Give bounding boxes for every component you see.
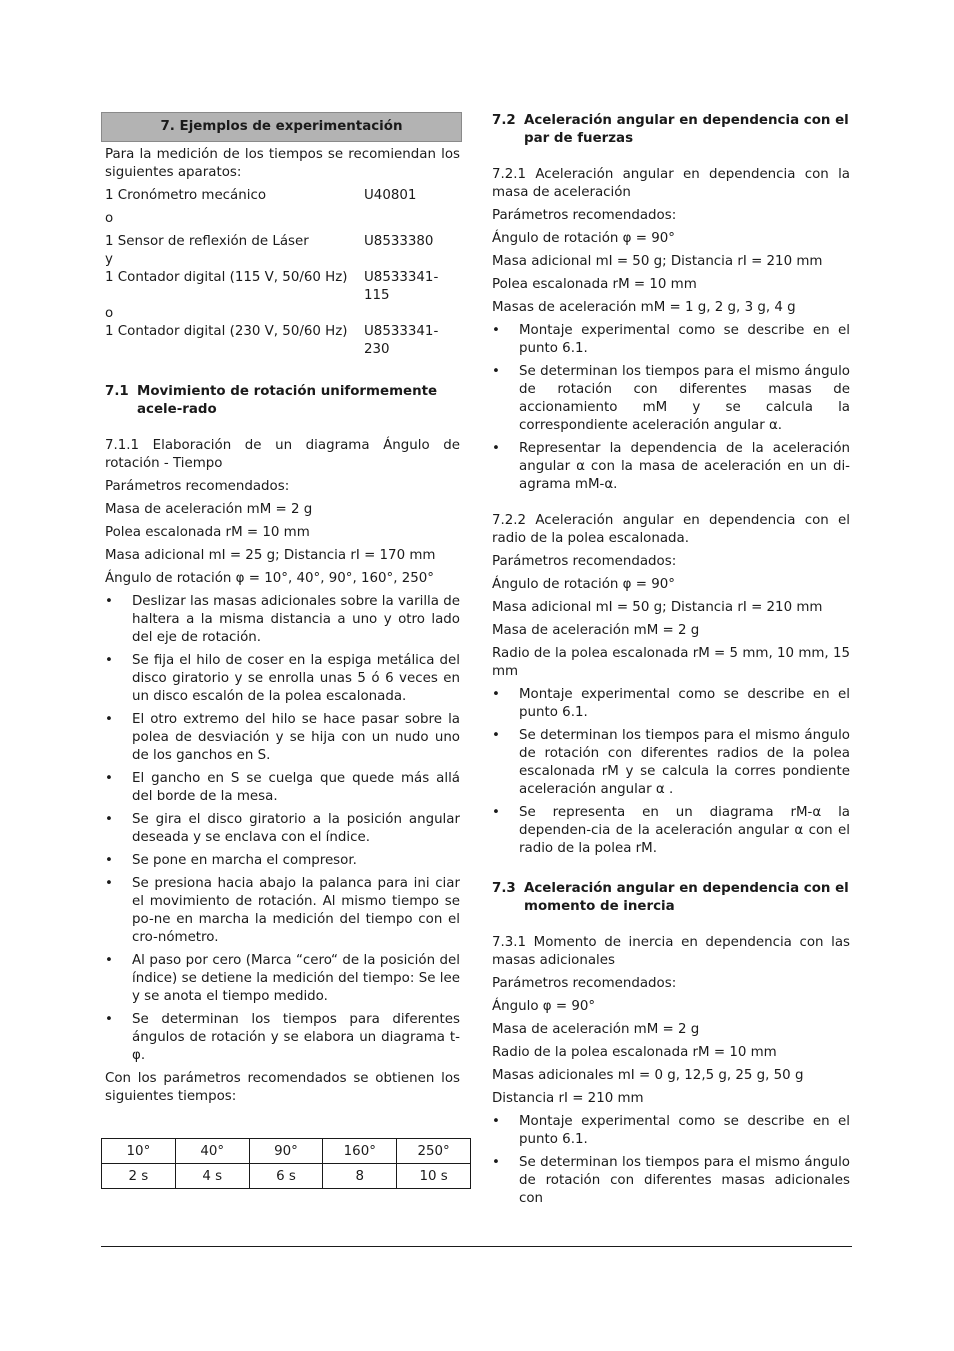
apparatus-connector: o (105, 306, 114, 321)
procedure-list (492, 322, 850, 494)
list-item: • Montaje experimental como se describe en el punto 6.1. (492, 322, 850, 358)
list-item: • Se fija el hilo de coser en la espiga metálica del disco giratorio y se enrolla unas 5 ó 6 veces en un disco escalón de la polea escalonada. (105, 652, 460, 706)
apparatus-code (364, 251, 460, 269)
apparatus-code: U8533380 (364, 234, 434, 249)
table-row (102, 1164, 471, 1189)
subsection-7-2-1-title: 7.2.1 Aceleración angular en dependencia con la masa de aceleración (492, 167, 850, 200)
param-item: Masa adicional mI = 25 g; Distancia rI = 170 mm (105, 548, 436, 563)
list-item: • Deslizar las masas adicionales sobre la varilla de haltera a la misma distancia a uno y otro lado del eje de rotación. (105, 593, 460, 647)
param-item: Masas de aceleración mM = 1 g, 2 g, 3 g, 4 g (492, 300, 796, 315)
subsection-7-2-2-title: 7.2.2 Aceleración angular en dependencia con el radio de la polea escalonada. (492, 513, 850, 546)
subsection-7-3-1-title: 7.3.1 Momento de inercia en dependencia con las masas adicionales (492, 935, 850, 968)
procedure-list (105, 593, 460, 1065)
apparatus-connector: o (105, 211, 114, 226)
param-item: Distancia rI = 210 mm (492, 1091, 644, 1106)
param-item: Masa de aceleración mM = 2 g (105, 502, 313, 517)
table-cell: 250° (397, 1139, 471, 1164)
param-item: Masa de aceleración mM = 2 g (492, 1022, 700, 1037)
params-label: Parámetros recomendados: (492, 554, 677, 569)
params-label: Parámetros recomendados: (492, 976, 677, 991)
list-item: • Se pone en marcha el compresor. (105, 852, 460, 870)
section-title: Movimiento de rotación uniformemente acele-rado (137, 384, 438, 417)
apparatus-name: 1 Cronómetro mecánico (105, 188, 267, 203)
list-item: • Se presiona hacia abajo la palanca para ini ciar el movimiento de rotación. Al mismo tiempo se po-ne en marcha la medición del tiempo con el cro-nómetro. (105, 875, 460, 947)
right-column (492, 112, 850, 1208)
list-item: • El gancho en S se cuelga que quede más allá del borde de la mesa. (105, 770, 460, 806)
section-number: 7.3 (492, 881, 516, 896)
apparatus-code: U8533341-230 (364, 324, 439, 357)
table-cell: 8 (323, 1164, 397, 1189)
list-item: • Se representa en un diagrama rM-α la dependen-cia de la aceleración angular α con el radio de la polea rM. (492, 804, 850, 858)
table-cell: 90° (249, 1139, 323, 1164)
list-item: • El otro extremo del hilo se hace pasar sobre la polea de desviación y se hija con un nudo uno de los ganchos en S. (105, 711, 460, 765)
section-7-3-heading (492, 880, 850, 916)
apparatus-connector: y (105, 252, 113, 267)
apparatus-code (364, 305, 460, 323)
list-item: • Al paso por cero (Marca “cero“ de la posición del índice) se detiene la medición del tiempo: Se lee y se anota el tiempo medido. (105, 952, 460, 1006)
param-item: Ángulo de rotación φ = 10°, 40°, 90°, 160°, 250° (105, 571, 435, 586)
table-cell: 40° (175, 1139, 249, 1164)
apparatus-intro: Para la medición de los tiempos se recomiendan los siguientes aparatos: (105, 147, 460, 180)
apparatus-name: 1 Sensor de reflexión de Láser (105, 234, 309, 249)
list-item: • Se determinan los tiempos para el mismo ángulo de rotación con diferentes masas adicionales con (492, 1154, 850, 1208)
apparatus-code: U8533341-115 (364, 270, 439, 303)
param-item: Masa de aceleración mM = 2 g (492, 623, 700, 638)
section-number: 7.1 (105, 384, 129, 399)
list-item: • Montaje experimental como se describe en el punto 6.1. (492, 1113, 850, 1149)
table-cell: 10° (102, 1139, 176, 1164)
list-item: • Se gira el disco giratorio a la posición angular deseada y se enclava con el índice. (105, 811, 460, 847)
results-table (101, 1138, 471, 1189)
section-number: 7.2 (492, 113, 516, 128)
table-row (102, 1139, 471, 1164)
param-item: Radio de la polea escalonada rM = 5 mm, 10 mm, 15 mm (492, 646, 850, 679)
list-item: • Se determinan los tiempos para diferentes ángulos de rotación y se elabora un diagrama t-φ. (105, 1011, 460, 1065)
procedure-list (492, 1113, 850, 1208)
section-title: Aceleración angular en dependencia con el par de fuerzas (524, 113, 849, 146)
apparatus-code (364, 210, 460, 228)
left-column (101, 112, 462, 1189)
apparatus-name: 1 Contador digital (115 V, 50/60 Hz) (105, 270, 348, 285)
list-item: • Se determinan los tiempos para el mismo ángulo de rotación con diferentes masas de accionamiento mM y se calcula la correspondiente aceleración angular α. (492, 363, 850, 435)
params-label: Parámetros recomendados: (492, 208, 677, 223)
section-title: Aceleración angular en dependencia con el momento de inercia (524, 881, 849, 914)
param-item: Ángulo φ = 90° (492, 999, 596, 1014)
subsection-7-1-1-title: 7.1.1 Elaboración de un diagrama Ángulo de rotación - Tiempo (105, 438, 460, 471)
apparatus-code: U40801 (364, 188, 417, 203)
param-item: Masa adicional mI = 50 g; Distancia rI = 210 mm (492, 254, 823, 269)
params-label: Parámetros recomendados: (105, 479, 290, 494)
param-item: Masas adicionales mI = 0 g, 12,5 g, 25 g, 50 g (492, 1068, 804, 1083)
section-7-1-heading (105, 383, 460, 419)
apparatus-name: 1 Contador digital (230 V, 50/60 Hz) (105, 324, 348, 339)
param-item: Radio de la polea escalonada rM = 10 mm (492, 1045, 777, 1060)
section-7-2-heading (492, 112, 850, 148)
param-item: Polea escalonada rM = 10 mm (492, 277, 697, 292)
list-item: • Se determinan los tiempos para el mismo ángulo de rotación con diferentes radios de la polea escalonada rM y se calcula la corres pondiente aceleración angular α . (492, 727, 850, 799)
section-7-heading: 7. Ejemplos de experimentación (101, 112, 462, 142)
param-item: Polea escalonada rM = 10 mm (105, 525, 310, 540)
list-item: • Representar la dependencia de la aceleración angular α con la masa de aceleración en un di-agrama mM-α. (492, 440, 850, 494)
list-item: • Montaje experimental como se describe en el punto 6.1. (492, 686, 850, 722)
results-intro: Con los parámetros recomendados se obtienen los siguientes tiempos: (105, 1071, 460, 1104)
table-cell: 160° (323, 1139, 397, 1164)
table-cell: 2 s (102, 1164, 176, 1189)
param-item: Masa adicional mI = 50 g; Distancia rI = 210 mm (492, 600, 823, 615)
table-cell: 4 s (175, 1164, 249, 1189)
apparatus-list (105, 187, 460, 359)
param-item: Ángulo de rotación φ = 90° (492, 577, 675, 592)
footer-rule (101, 1246, 852, 1247)
table-cell: 6 s (249, 1164, 323, 1189)
procedure-list (492, 686, 850, 858)
table-cell: 10 s (397, 1164, 471, 1189)
param-item: Ángulo de rotación φ = 90° (492, 231, 675, 246)
